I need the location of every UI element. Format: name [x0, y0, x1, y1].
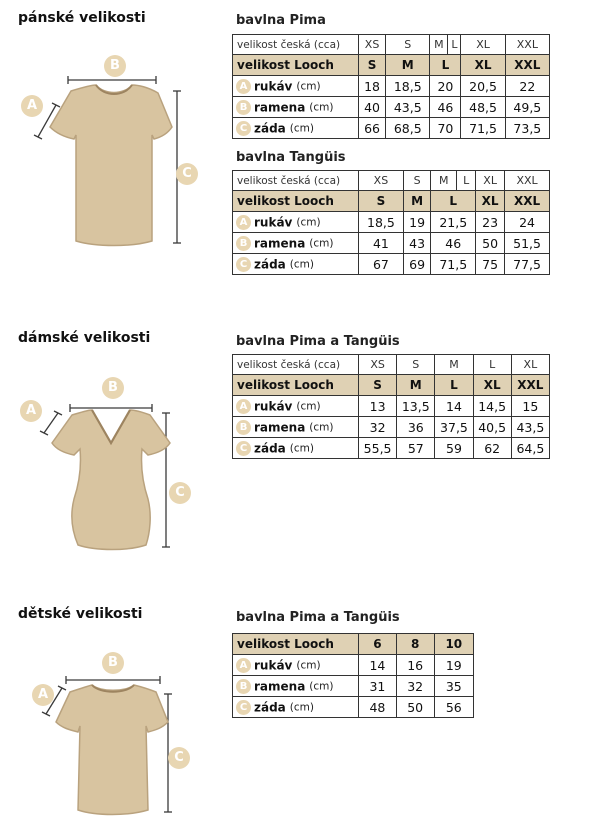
measure-value: 32: [396, 676, 434, 697]
measure-value: 22: [505, 76, 549, 97]
kids-section-title: dětské velikosti: [18, 606, 143, 622]
men-pima-title: bavlna Pima: [236, 13, 326, 28]
kids-marker-b: B: [102, 652, 124, 674]
cz-size-cell: XXL: [505, 171, 550, 191]
cz-size-label: velikost česká (cca): [233, 355, 359, 375]
looch-size-label: velikost Looch: [233, 191, 359, 212]
measure-value: 62: [473, 438, 511, 459]
cz-size-row: [233, 171, 550, 191]
looch-size-cell: S: [359, 375, 397, 396]
measure-value: 36: [397, 417, 435, 438]
looch-size-label: velikost Looch: [233, 634, 359, 655]
measure-value: 66: [359, 118, 386, 139]
looch-size-cell: XL: [461, 55, 505, 76]
men-pima-table: [232, 34, 550, 139]
cz-size-cell: XL: [476, 171, 505, 191]
looch-size-row: [233, 375, 550, 396]
men-tanguis-table: [232, 170, 550, 275]
measure-value: 43,5: [511, 417, 549, 438]
measure-row-shoulders: [233, 233, 550, 254]
cz-size-cell: XL: [511, 355, 549, 375]
measure-value: 46: [431, 233, 476, 254]
measure-value: 14,5: [473, 396, 511, 417]
measure-label: B ramena (cm): [233, 676, 359, 697]
looch-size-cell: S: [359, 191, 404, 212]
men-tanguis-title: bavlna Tangüis: [236, 150, 346, 165]
badge-b: B: [236, 236, 251, 251]
cz-size-cell: XS: [359, 171, 404, 191]
cz-size-cell: L: [473, 355, 511, 375]
looch-size-cell: L: [435, 375, 473, 396]
measure-label: A rukáv (cm): [233, 76, 359, 97]
looch-size-label: velikost Looch: [233, 55, 359, 76]
measure-value: 20,5: [461, 76, 505, 97]
measure-value: 48: [359, 697, 397, 718]
measure-label: C záda (cm): [233, 438, 359, 459]
measure-value: 43: [403, 233, 430, 254]
measure-row-shoulders: [233, 97, 550, 118]
measure-value: 24: [505, 212, 550, 233]
measure-value: 18,5: [386, 76, 430, 97]
measure-value: 43,5: [386, 97, 430, 118]
kids-marker-a: A: [32, 684, 54, 706]
women-section-title: dámské velikosti: [18, 330, 151, 346]
men-marker-c: C: [176, 163, 198, 185]
looch-size-cell: 8: [396, 634, 434, 655]
women-table: [232, 354, 550, 459]
measure-value: 68,5: [386, 118, 430, 139]
measure-value: 21,5: [431, 212, 476, 233]
women-marker-a: A: [20, 400, 42, 422]
measure-label: A rukáv (cm): [233, 212, 359, 233]
measure-row-shoulders: [233, 417, 550, 438]
measure-value: 20: [430, 76, 461, 97]
cz-size-label: velikost česká (cca): [233, 35, 359, 55]
looch-size-cell: M: [386, 55, 430, 76]
badge-b: B: [236, 679, 251, 694]
cz-size-cell: XL: [461, 35, 505, 55]
looch-size-row: [233, 634, 474, 655]
measure-row-back: [233, 438, 550, 459]
measure-label: C záda (cm): [233, 697, 359, 718]
badge-c: C: [236, 700, 251, 715]
measure-value: 51,5: [505, 233, 550, 254]
looch-size-cell: 10: [434, 634, 473, 655]
measure-value: 49,5: [505, 97, 549, 118]
badge-b: B: [236, 100, 251, 115]
women-marker-c: C: [169, 482, 191, 504]
measure-value: 50: [476, 233, 505, 254]
kids-fabric-title: bavlna Pima a Tangüis: [236, 610, 400, 625]
measure-value: 69: [403, 254, 430, 275]
measure-label: B ramena (cm): [233, 97, 359, 118]
looch-size-cell: XXL: [505, 191, 550, 212]
measure-value: 40: [359, 97, 386, 118]
cz-size-cell: XXL: [505, 35, 549, 55]
measure-row-sleeve: [233, 76, 550, 97]
looch-size-cell: S: [359, 55, 386, 76]
measure-value: 32: [359, 417, 397, 438]
kids-marker-c: C: [168, 747, 190, 769]
women-tshirt-diagram: [22, 375, 222, 560]
cz-size-row: [233, 35, 550, 55]
kids-table: [232, 633, 474, 718]
badge-a: A: [236, 399, 251, 414]
measure-value: 13,5: [397, 396, 435, 417]
cz-size-cell: XS: [359, 35, 386, 55]
men-marker-b: B: [104, 55, 126, 77]
measure-value: 71,5: [461, 118, 505, 139]
women-fabric-title: bavlna Pima a Tangüis: [236, 334, 400, 349]
badge-c: C: [236, 121, 251, 136]
badge-c: C: [236, 257, 251, 272]
cz-size-row: [233, 355, 550, 375]
looch-size-cell: M: [397, 375, 435, 396]
measure-value: 67: [359, 254, 404, 275]
measure-value: 41: [359, 233, 404, 254]
measure-value: 59: [435, 438, 473, 459]
measure-value: 50: [396, 697, 434, 718]
measure-value: 19: [403, 212, 430, 233]
measure-value: 56: [434, 697, 473, 718]
looch-size-cell: XXL: [511, 375, 549, 396]
looch-size-cell: L: [431, 191, 476, 212]
measure-value: 40,5: [473, 417, 511, 438]
men-tshirt-diagram: [16, 55, 216, 255]
measure-label: A rukáv (cm): [233, 655, 359, 676]
looch-size-row: [233, 191, 550, 212]
cz-size-cell: L: [457, 171, 476, 191]
measure-label: B ramena (cm): [233, 233, 359, 254]
badge-a: A: [236, 79, 251, 94]
cz-size-label: velikost česká (cca): [233, 171, 359, 191]
cz-size-cell: M: [431, 171, 457, 191]
looch-size-label: velikost Looch: [233, 375, 359, 396]
looch-size-cell: 6: [359, 634, 397, 655]
cz-size-cell: L: [448, 35, 461, 55]
women-marker-b: B: [102, 377, 124, 399]
men-marker-a: A: [21, 95, 43, 117]
measure-row-sleeve: [233, 396, 550, 417]
measure-value: 14: [435, 396, 473, 417]
looch-size-cell: XL: [476, 191, 505, 212]
measure-value: 75: [476, 254, 505, 275]
cz-size-cell: S: [397, 355, 435, 375]
cz-size-cell: S: [386, 35, 430, 55]
badge-a: A: [236, 658, 251, 673]
measure-value: 13: [359, 396, 397, 417]
measure-label: C záda (cm): [233, 118, 359, 139]
measure-row-back: [233, 118, 550, 139]
measure-value: 18,5: [359, 212, 404, 233]
measure-value: 35: [434, 676, 473, 697]
looch-size-cell: L: [430, 55, 461, 76]
looch-size-row: [233, 55, 550, 76]
badge-b: B: [236, 420, 251, 435]
measure-value: 57: [397, 438, 435, 459]
measure-value: 77,5: [505, 254, 550, 275]
badge-a: A: [236, 215, 251, 230]
cz-size-cell: M: [435, 355, 473, 375]
cz-size-cell: S: [403, 171, 430, 191]
measure-value: 19: [434, 655, 473, 676]
measure-value: 18: [359, 76, 386, 97]
looch-size-cell: XL: [473, 375, 511, 396]
measure-row-back: [233, 254, 550, 275]
badge-c: C: [236, 441, 251, 456]
measure-value: 16: [396, 655, 434, 676]
measure-value: 70: [430, 118, 461, 139]
cz-size-cell: XS: [359, 355, 397, 375]
measure-row-sleeve: [233, 655, 474, 676]
measure-value: 48,5: [461, 97, 505, 118]
looch-size-cell: XXL: [505, 55, 549, 76]
measure-value: 71,5: [431, 254, 476, 275]
measure-value: 15: [511, 396, 549, 417]
measure-value: 46: [430, 97, 461, 118]
measure-value: 23: [476, 212, 505, 233]
looch-size-cell: M: [403, 191, 430, 212]
measure-row-back: [233, 697, 474, 718]
measure-value: 64,5: [511, 438, 549, 459]
measure-value: 31: [359, 676, 397, 697]
measure-label: B ramena (cm): [233, 417, 359, 438]
measure-value: 55,5: [359, 438, 397, 459]
measure-label: C záda (cm): [233, 254, 359, 275]
cz-size-cell: M: [430, 35, 448, 55]
measure-value: 37,5: [435, 417, 473, 438]
men-section-title: pánské velikosti: [18, 10, 146, 26]
kids-tshirt-diagram: [22, 650, 222, 825]
measure-label: A rukáv (cm): [233, 396, 359, 417]
measure-row-sleeve: [233, 212, 550, 233]
measure-value: 73,5: [505, 118, 549, 139]
measure-row-shoulders: [233, 676, 474, 697]
measure-value: 14: [359, 655, 397, 676]
